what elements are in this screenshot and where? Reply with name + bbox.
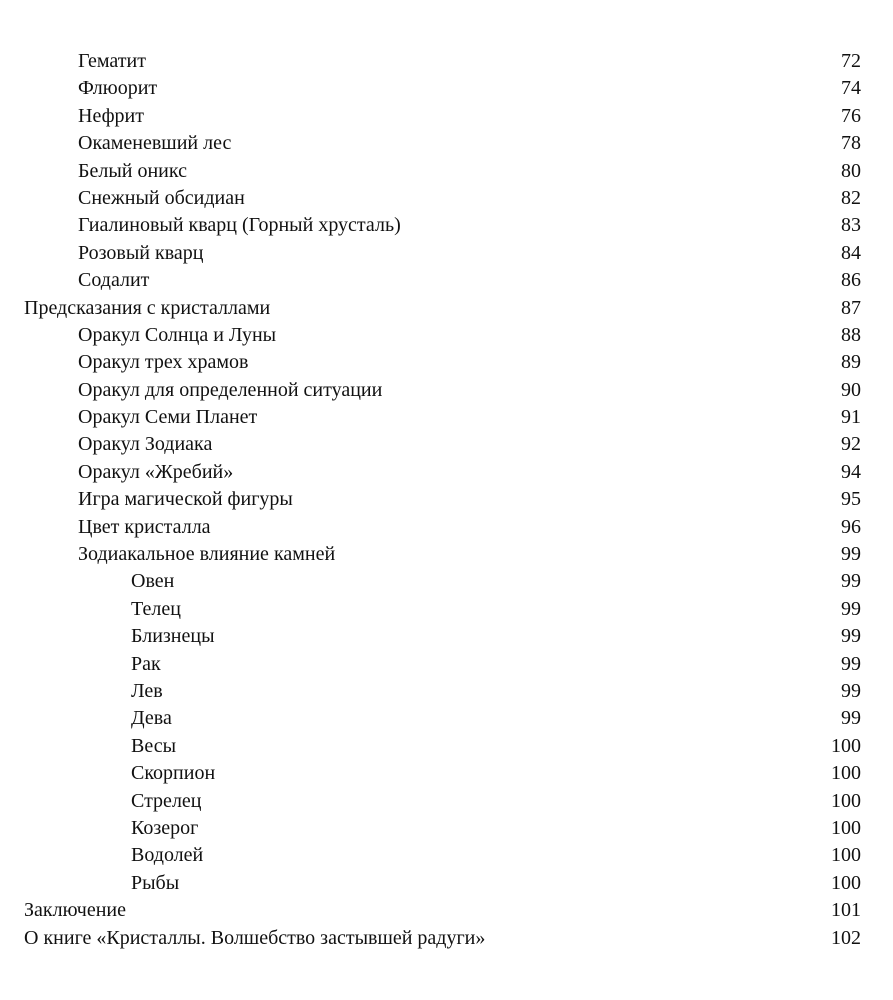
toc-entry-page-number: 99: [841, 570, 861, 593]
toc-entry: [0, 705, 893, 732]
table-of-contents: [0, 48, 893, 952]
toc-entry-title: Игра магической фигуры: [78, 488, 293, 511]
toc-entry-title: Овен: [131, 570, 175, 593]
toc-entry-page-number: 78: [841, 132, 861, 155]
toc-entry-page-number: 99: [841, 625, 861, 648]
toc-entry: [0, 185, 893, 212]
toc-entry-page-number: 100: [831, 871, 861, 894]
toc-entry: [0, 541, 893, 568]
toc-entry-title: Зодиакальное влияние камней: [78, 543, 336, 566]
toc-entry-title: Рак: [131, 652, 161, 675]
toc-entry: [0, 295, 893, 322]
toc-entry-page-number: 92: [841, 433, 861, 456]
toc-entry: [0, 240, 893, 267]
toc-entry-title: Оракул Солнца и Луны: [78, 323, 277, 346]
toc-entry-page-number: 83: [841, 214, 861, 237]
toc-entry-title: Близнецы: [131, 625, 215, 648]
toc-entry: [0, 623, 893, 650]
toc-entry-page-number: 72: [841, 50, 861, 72]
toc-entry-page-number: 88: [841, 323, 861, 346]
toc-entry: [0, 103, 893, 130]
toc-entry-page-number: 100: [831, 816, 861, 839]
toc-entry-title: Белый оникс: [78, 159, 187, 182]
toc-entry-page-number: 99: [841, 597, 861, 620]
toc-entry: [0, 788, 893, 815]
toc-entry-page-number: 101: [831, 899, 861, 922]
toc-entry-page-number: 91: [841, 406, 861, 429]
toc-entry: [0, 568, 893, 595]
toc-entry-page-number: 99: [841, 679, 861, 702]
toc-entry-page-number: 96: [841, 515, 861, 538]
toc-entry: [0, 486, 893, 513]
toc-entry-title: Стрелец: [131, 789, 202, 812]
toc-entry: [0, 431, 893, 458]
toc-entry: [0, 678, 893, 705]
toc-entry-title: Оракул для определенной ситуации: [78, 378, 383, 401]
toc-entry: [0, 267, 893, 294]
toc-entry-page-number: 90: [841, 378, 861, 401]
toc-entry-page-number: 99: [841, 543, 861, 566]
toc-entry-page-number: 76: [841, 104, 861, 127]
toc-entry-title: Заключение: [24, 899, 126, 922]
toc-entry-page-number: 102: [831, 926, 861, 949]
toc-entry: [0, 48, 893, 75]
toc-entry-page-number: 95: [841, 488, 861, 511]
toc-entry-title: Нефрит: [78, 104, 144, 127]
toc-entry-page-number: 100: [831, 789, 861, 812]
toc-entry: [0, 596, 893, 623]
toc-entry-title: Окаменевший лес: [78, 132, 232, 155]
toc-entry: [0, 404, 893, 431]
toc-entry-title: О книге «Кристаллы. Волшебство застывшей радуги»: [24, 926, 486, 949]
toc-entry: [0, 870, 893, 897]
toc-entry: [0, 842, 893, 869]
toc-entry-title: Содалит: [78, 269, 150, 292]
toc-entry-page-number: 94: [841, 460, 861, 483]
toc-entry: [0, 815, 893, 842]
toc-entry-title: Оракул «Жребий»: [78, 460, 234, 483]
toc-entry-page-number: 87: [841, 296, 861, 319]
toc-entry-title: Гиалиновый кварц (Горный хрусталь): [78, 214, 401, 237]
toc-entry-title: Оракул Зодиака: [78, 433, 213, 456]
toc-entry: [0, 158, 893, 185]
toc-entry-title: Гематит: [78, 50, 146, 72]
toc-entry-title: Козерог: [131, 816, 199, 839]
toc-entry-title: Розовый кварц: [78, 241, 204, 264]
toc-entry: [0, 760, 893, 787]
toc-entry: [0, 377, 893, 404]
toc-entry: [0, 925, 893, 952]
toc-entry-title: Весы: [131, 734, 177, 757]
toc-entry: [0, 75, 893, 102]
toc-entry-page-number: 89: [841, 351, 861, 374]
toc-entry: [0, 733, 893, 760]
toc-entry: [0, 514, 893, 541]
toc-entry-page-number: 74: [841, 77, 861, 100]
toc-entry: [0, 897, 893, 924]
toc-entry-title: Оракул Семи Планет: [78, 406, 258, 429]
toc-entry-title: Рыбы: [131, 871, 180, 894]
toc-entry: [0, 212, 893, 239]
toc-entry-page-number: 80: [841, 159, 861, 182]
toc-entry-page-number: 100: [831, 734, 861, 757]
toc-entry: [0, 459, 893, 486]
toc-entry-page-number: 82: [841, 186, 861, 209]
toc-entry-page-number: 86: [841, 269, 861, 292]
toc-entry-title: Снежный обсидиан: [78, 186, 245, 209]
toc-entry-title: Флюорит: [78, 77, 158, 100]
toc-entry-title: Скорпион: [131, 762, 216, 785]
toc-entry-page-number: 100: [831, 844, 861, 867]
toc-entry-title: Лев: [131, 679, 163, 702]
toc-entry-title: Оракул трех храмов: [78, 351, 249, 374]
toc-entry-title: Предсказания с кристаллами: [24, 296, 271, 319]
toc-entry-page-number: 100: [831, 762, 861, 785]
toc-entry-page-number: 99: [841, 652, 861, 675]
toc-entry: [0, 322, 893, 349]
toc-entry: [0, 651, 893, 678]
toc-entry-page-number: 84: [841, 241, 861, 264]
toc-entry: [0, 349, 893, 376]
toc-entry-title: Цвет кристалла: [78, 515, 211, 538]
toc-entry-title: Водолей: [131, 844, 204, 867]
toc-entry-page-number: 99: [841, 707, 861, 730]
toc-entry-title: Телец: [131, 597, 181, 620]
toc-entry-title: Дева: [131, 707, 172, 730]
toc-entry: [0, 130, 893, 157]
